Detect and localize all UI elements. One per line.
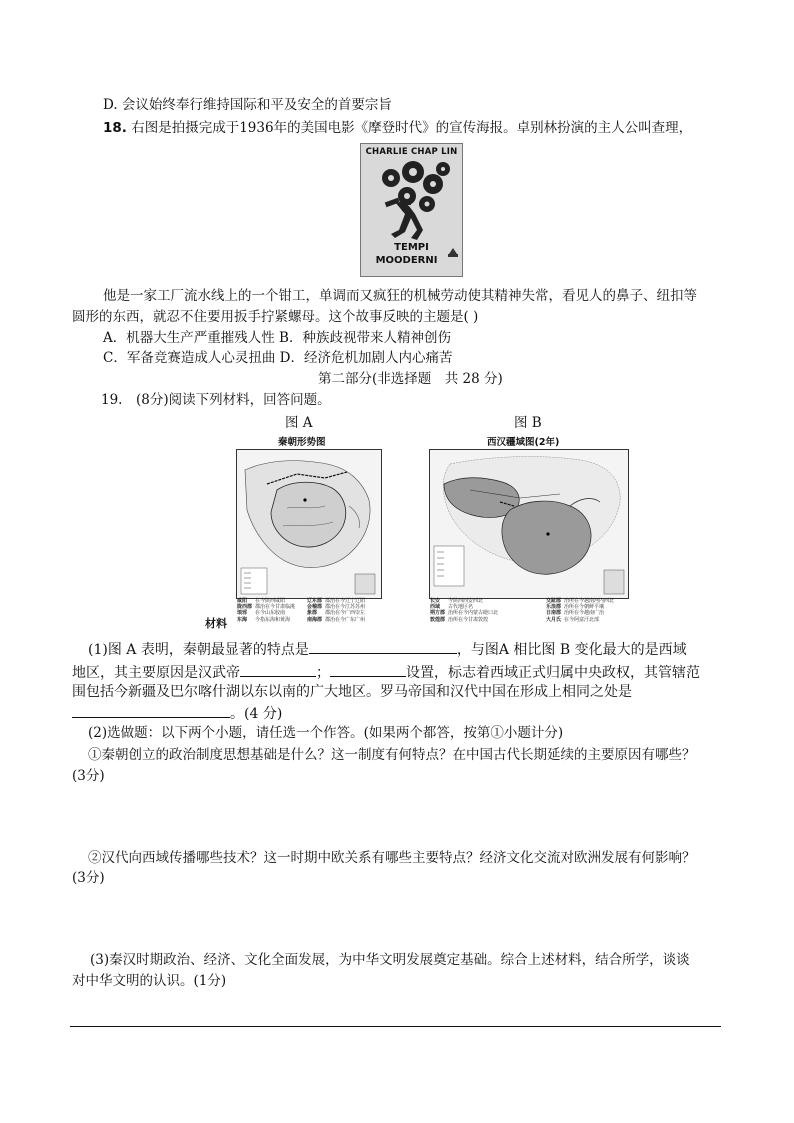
map-b-drawing — [430, 450, 628, 598]
q18-intro-line — [103, 119, 692, 137]
q18-continued: 他是一家工厂流水线上的一个钳工，单调而又疯狂的机械劳动使其精神失常，看见人的鼻子、纽扣等 — [103, 288, 697, 304]
map-a-legend — [237, 598, 365, 623]
map-a-drawing — [237, 450, 381, 598]
part2-heading: 第二部分(非选择题 共 28 分) — [318, 371, 503, 387]
q19-sub1-line4: 。(4 分) — [72, 703, 282, 723]
map-b-legend — [430, 598, 614, 623]
map-b-legend-row: 朔方郡 治所在今内蒙古磴口北 日南郡 治所在今越南广治 — [430, 610, 605, 617]
q19-sub2-option2-points: (3分) — [72, 870, 105, 886]
poster-bottom-text-1: TEMPI — [394, 242, 429, 253]
q19-sub2-option1-points: (3分) — [72, 768, 105, 784]
figure-a-label: 图 A — [285, 415, 313, 431]
q18-options-cd: C．军备竞赛造成人心灵扭曲 D．经济危机加剧人内心痛苦 — [103, 350, 453, 366]
map-a-qin-dynasty — [236, 449, 382, 599]
q18-number: 18. — [103, 120, 127, 136]
q18-options-ab: A．机器大生产严重摧残人性 B．种族歧视带来人精神创伤 — [103, 330, 451, 346]
answer-blank-2[interactable] — [240, 662, 316, 677]
material-label: 材料 — [205, 617, 227, 630]
poster-bottom-text-2: MOODERNI — [375, 255, 438, 266]
answer-blank-4[interactable] — [72, 703, 230, 718]
q19-sub1-line2: 地区，其主要原因是汉武帝 ； 设置，标志着西域正式归属中央政权，其管辖范 — [72, 662, 700, 682]
movie-poster-image — [360, 143, 463, 277]
q18-continued-2: 圆形的东西，就忍不住要用扳手拧紧螺母。这个故事反映的主题是( ) — [72, 309, 479, 325]
map-b-title: 西汉疆域图(2年) — [487, 437, 560, 448]
answer-blank-1[interactable] — [309, 639, 457, 654]
map-a-title: 秦朝形势图 — [278, 437, 326, 448]
q19-sub3-line1: (3)秦汉时期政治、经济、文化全面发展，为中华文明发展奠定基础。综合上述材料，结合所学，谈谈 — [90, 952, 690, 968]
q19-intro: 19. (8分)阅读下列材料，回答问题。 — [101, 392, 331, 408]
map-a-legend-row: 陇西郡 郡治在今甘肃临洮 会稽郡 郡治在今江苏苏州 — [237, 604, 366, 611]
map-b-legend-row: 长安 今陕西西安西北 交趾郡 治所在今越南河内西北 — [430, 598, 615, 604]
map-a-legend-row: 东海 今指东海和黄海 南海郡 郡治在今广东广州 — [237, 616, 366, 623]
q19-sub2-intro: (2)选做题：以下两个小题，请任选一个作答。(如果两个都答，按第①小题计分) — [88, 725, 564, 741]
q19-sub1-line1: (1)图 A 表明，秦朝最显著的特点是 ，与图A 相比图 B 变化最大的是西域 — [88, 639, 687, 659]
map-a-legend-row: 咸阳 在今陕西咸阳 辽东郡 郡治在今辽宁辽阳 — [237, 598, 366, 604]
figure-b-label: 图 B — [514, 415, 542, 431]
answer-blank-3[interactable] — [330, 662, 406, 677]
q19-sub1-line3: 围包括今新疆及巴尔喀什湖以东以南的广大地区。罗马帝国和汉代中国在形成上相同之处是 — [72, 684, 632, 700]
map-b-legend-row: 敦煌郡 治所在今甘肃敦煌 大月氏 在今阿富汗北部 — [430, 616, 600, 623]
answer-line[interactable] — [70, 1026, 721, 1027]
map-b-western-han — [429, 449, 629, 599]
q17-option-d: D. 会议始终奉行维持国际和平及安全的首要宗旨 — [103, 97, 392, 113]
q19-sub3-line2: 对中华文明的认识。(1分) — [72, 973, 227, 989]
q19-sub2-option2: ②汉代向西域传播哪些技术？这一时期中欧关系有哪些主要特点？经济文化交流对欧洲发展有何影响？ — [88, 850, 696, 866]
q19-sub2-option1: ①秦朝创立的政治制度思想基础是什么？这一制度有何特点？在中国古代长期延续的主要原因有哪些？ — [88, 747, 696, 763]
q18-intro: 右图是拍摄完成于1936年的美国电影《摩登时代》的宣传海报。卓别林扮演的主人公叫查理， — [131, 120, 693, 136]
poster-top-text: CHARLIE CHAP LIN — [365, 147, 458, 157]
map-b-legend-row: 西域 古代地区名 乐浪郡 治所在今朝鲜平壤 — [430, 604, 605, 611]
map-a-legend-row: 琅邪 在今山东胶南 象郡 郡治在今广西崇左 — [237, 610, 366, 617]
